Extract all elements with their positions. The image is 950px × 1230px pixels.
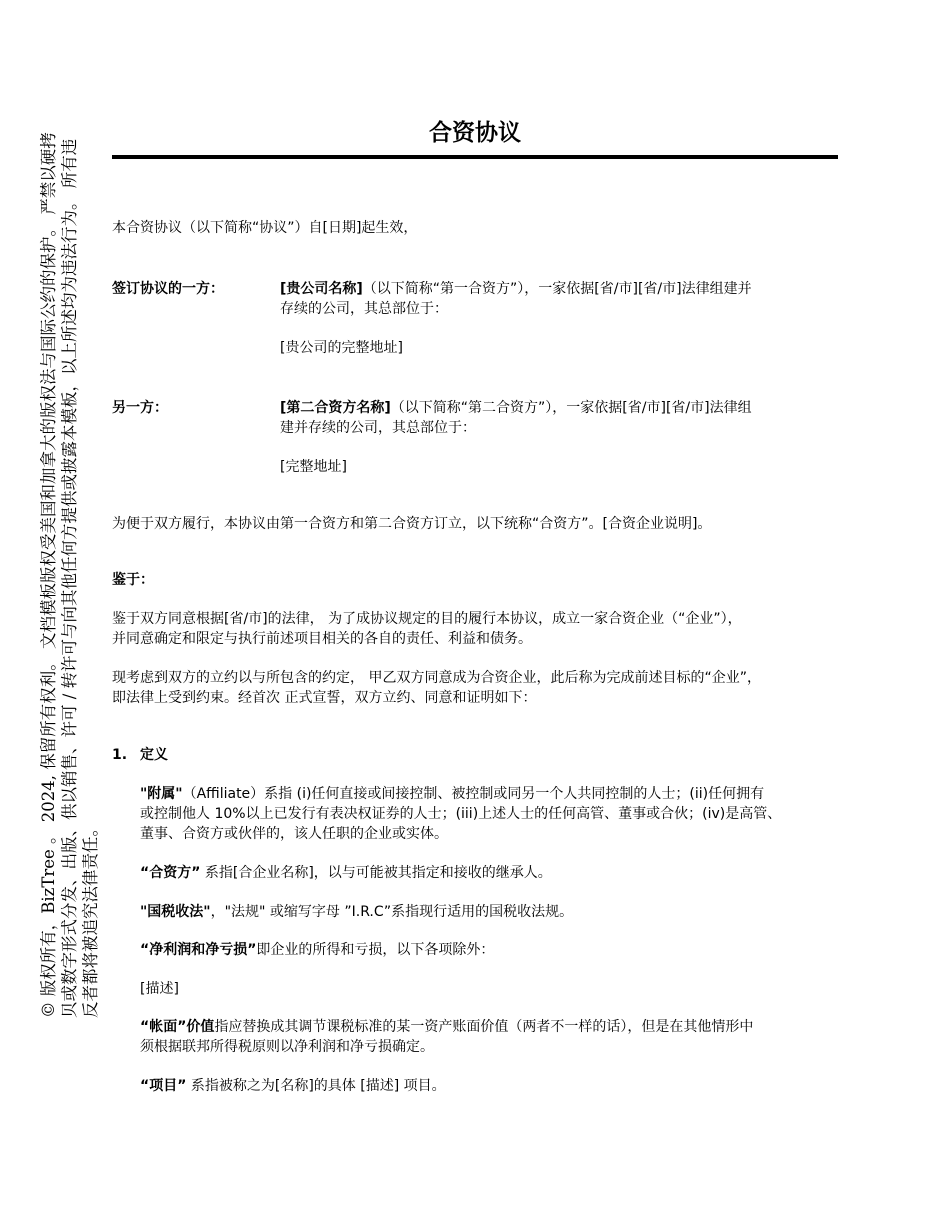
party2-address: [完整地址] [280, 459, 347, 475]
project-text: 系指被称之为[名称]的具体 [描述] 项目。 [186, 1078, 446, 1094]
party2-name: [第二合资方名称] [280, 400, 391, 416]
affiliate-line-1: （Affiliate）系指 (i)任何直接或间接控制、被控制或同另一个人共同控制的人士；(ii)任何拥有 [182, 786, 765, 802]
profit-text: 即企业的所得和亏损，以下各项除外： [256, 942, 495, 958]
whereas2-line-2: 即法律上受到约束。经首次 正式宣誓，双方立约、同意和证明如下： [112, 690, 537, 706]
whereas-heading: 鉴于： [112, 572, 154, 588]
document-title: 合资协议 [429, 120, 521, 146]
convenience-paragraph: 为便于双方履行，本协议由第一合资方和第二合资方订立，以下统称“合资方”。[合资企业说明]。 [112, 516, 712, 532]
affiliate-line-3: 董事、合资方或伙伴的，该人任职的企业或实体。 [140, 826, 448, 842]
book-line-1: 指应替换成其调节课税标准的某一资产账面价值（两者不一样的话），但是在其他情形中 [214, 1019, 754, 1035]
copyright-line-2: 贝或数字形式分发、出版、供以销售、许可 / 转许可与向其他任何方提供或披露本模板，以上所述均为违法行为。 所有违 [60, 138, 79, 1018]
party1-desc-1: （以下简称“第一合资方”），一家依据[省/市][省/市]法律组建并 [362, 281, 752, 297]
affiliate-term: "附属" [140, 786, 183, 802]
whereas2-line-1: 现考虑到双方的立约以与所包含的约定， 甲乙双方同意成为合资企业，此后称为完成前述目标的“企业”， [112, 670, 761, 686]
whereas-paragraph-1 [112, 609, 852, 649]
party-text: 系指[合企业名称]，以与可能被其指定和接收的继承人。 [200, 865, 552, 881]
profit-term: “净利润和净亏损” [140, 942, 257, 958]
book-line-2: 须根据联邦所得税原则以净利润和净亏损确定。 [140, 1039, 434, 1055]
party2-desc-2: 建并存续的公司，其总部位于： [280, 420, 476, 436]
party2-label: 另一方： [112, 400, 168, 416]
definition-book-value [140, 1017, 852, 1057]
definition-tax [140, 902, 852, 922]
section1-number: 1. [112, 747, 128, 763]
section1-title: 定义 [140, 747, 168, 763]
party1-label: 签订协议的一方： [112, 281, 224, 297]
party1-details [280, 279, 850, 319]
whereas1-line-1: 鉴于双方同意根据[省/市]的法律， 为了成协议规定的目的履行本协议，成立一家合资企业（“企业”）， [112, 611, 742, 627]
party1-address: [贵公司的完整地址] [280, 340, 403, 356]
party2-desc-1: （以下简称“第二合资方”），一家依据[省/市][省/市]法律组 [390, 400, 752, 416]
definition-party [140, 863, 852, 883]
party2-details [280, 398, 850, 438]
definition-project [140, 1076, 852, 1096]
party1-desc-2: 存续的公司，其总部位于： [280, 301, 448, 317]
copyright-notice [38, 8, 118, 1018]
copyright-sidebar [38, 8, 118, 1018]
affiliate-line-2: 或控制他人 10%以上已发行有表决权证券的人士；(iii)上述人士的任何高管、董事或合伙；(iv)是高管、 [140, 806, 782, 822]
party1-name: [贵公司名称] [280, 281, 363, 297]
book-term: “帐面”价值 [140, 1019, 215, 1035]
tax-text: ，"法规" 或缩写字母 ”I.R.C”系指现行适用的国税收法规。 [210, 904, 574, 920]
copyright-line-3: 反者都将被追究法律责任。 [81, 820, 100, 1018]
tax-term: "国税收法" [140, 904, 211, 920]
whereas1-line-2: 并同意确定和限定与执行前述项目相关的各自的责任、利益和债务。 [112, 631, 532, 647]
copyright-line-1: © 版权所有，BizTree 。 2024, 保留所有权利。 文档模板版权受美国和加拿大的版权法与国际公约的保护。 严禁以硬拷 [39, 132, 58, 1018]
project-term: “项目” [140, 1078, 187, 1094]
definition-profit [140, 940, 852, 960]
party-term: “合资方” [140, 865, 201, 881]
whereas-paragraph-2 [112, 668, 852, 708]
description-placeholder: [描述] [140, 981, 179, 997]
intro-paragraph: 本合资协议（以下简称“协议”）自[日期]起生效， [112, 220, 418, 236]
definition-affiliate [140, 784, 852, 844]
title-divider [112, 155, 838, 159]
